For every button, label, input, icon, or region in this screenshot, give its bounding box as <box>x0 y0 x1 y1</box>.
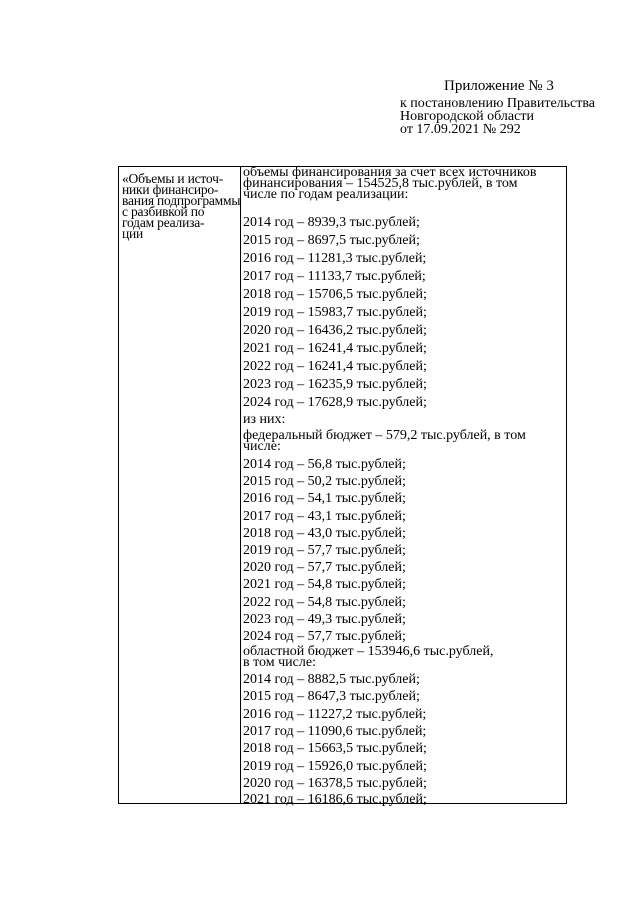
total-year-row: 2022 год – 16241,4 тыс.рублей; <box>243 359 427 374</box>
regional-year-row: 2016 год – 11227,2 тыс.рублей; <box>243 707 427 722</box>
label-line: ции <box>122 226 144 241</box>
regional-year-row: 2014 год – 8882,5 тыс.рублей; <box>243 672 420 687</box>
federal-year-row: 2015 год – 50,2 тыс.рублей; <box>243 474 406 489</box>
total-year-row: 2016 год – 11281,3 тыс.рублей; <box>243 251 427 266</box>
of-them-label: из них: <box>243 412 286 427</box>
total-year-row: 2015 год – 8697,5 тыс.рублей; <box>243 233 420 248</box>
intro-line: в том числе: <box>243 655 316 670</box>
total-year-row: 2024 год – 17628,9 тыс.рублей; <box>243 395 427 410</box>
column-divider <box>240 167 241 803</box>
intro-line: объемы финансирования за счет всех источников <box>243 165 537 180</box>
federal-year-row: 2023 год – 49,3 тыс.рублей; <box>243 612 406 627</box>
label-line: вания подпрограммы <box>122 193 241 208</box>
intro-line: числе по годам реализации: <box>243 187 409 202</box>
label-line: ники финансиро- <box>122 182 219 197</box>
federal-year-row: 2019 год – 57,7 тыс.рублей; <box>243 543 406 558</box>
intro-line: финансирования – 154525,8 тыс.рублей, в том <box>243 176 518 191</box>
decree-line: к постановлению Правительства <box>400 96 596 111</box>
federal-year-row: 2022 год – 54,8 тыс.рублей; <box>243 595 406 610</box>
decree-line: от 17.09.2021 № 292 <box>400 122 521 137</box>
funding-table <box>118 165 567 807</box>
federal-year-row: 2021 год – 54,8 тыс.рублей; <box>243 577 406 592</box>
federal-year-row: 2016 год – 54,1 тыс.рублей; <box>243 491 406 506</box>
intro-line: числе: <box>243 439 281 454</box>
regional-year-row: 2018 год – 15663,5 тыс.рублей; <box>243 741 427 756</box>
label-line: с разбивкой по <box>122 204 205 219</box>
appendix-title: Приложение № 3 <box>444 78 554 94</box>
regional-year-row: 2015 год – 8647,3 тыс.рублей; <box>243 689 420 704</box>
total-year-row: 2020 год – 16436,2 тыс.рублей; <box>243 323 427 338</box>
federal-year-row: 2018 год – 43,0 тыс.рублей; <box>243 526 406 541</box>
decree-reference <box>400 97 595 136</box>
total-year-row: 2023 год – 16235,9 тыс.рублей; <box>243 377 427 392</box>
federal-year-row: 2014 год – 56,8 тыс.рублей; <box>243 457 406 472</box>
total-year-row: 2019 год – 15983,7 тыс.рублей; <box>243 305 427 320</box>
intro-line: областной бюджет – 153946,6 тыс.рублей, <box>243 644 494 659</box>
federal-year-row: 2017 год – 43,1 тыс.рублей; <box>243 509 406 524</box>
label-line: годам реализа- <box>122 215 205 230</box>
federal-year-row: 2020 год – 57,7 тыс.рублей; <box>243 560 406 575</box>
federal-budget-intro <box>243 430 526 452</box>
regional-year-row: 2021 год – 16186,6 тыс.рублей; <box>243 792 427 807</box>
decree-line: Новгородской области <box>400 109 534 124</box>
intro-line: федеральный бюджет – 579,2 тыс.рублей, в том <box>243 428 526 443</box>
total-year-row: 2014 год – 8939,3 тыс.рублей; <box>243 215 420 230</box>
total-funding-intro <box>243 167 537 200</box>
subprogram-funding-label <box>122 173 240 239</box>
regional-year-row: 2017 год – 11090,6 тыс.рублей; <box>243 724 427 739</box>
regional-year-row: 2020 год – 16378,5 тыс.рублей; <box>243 776 427 791</box>
label-line: «Объемы и источ- <box>122 171 224 186</box>
total-year-row: 2021 год – 16241,4 тыс.рублей; <box>243 341 427 356</box>
total-year-row: 2018 год – 15706,5 тыс.рублей; <box>243 287 427 302</box>
federal-year-row: 2024 год – 57,7 тыс.рублей; <box>243 629 406 644</box>
regional-year-row: 2019 год – 15926,0 тыс.рублей; <box>243 759 427 774</box>
regional-budget-intro <box>243 646 493 668</box>
total-year-row: 2017 год – 11133,7 тыс.рублей; <box>243 269 426 284</box>
